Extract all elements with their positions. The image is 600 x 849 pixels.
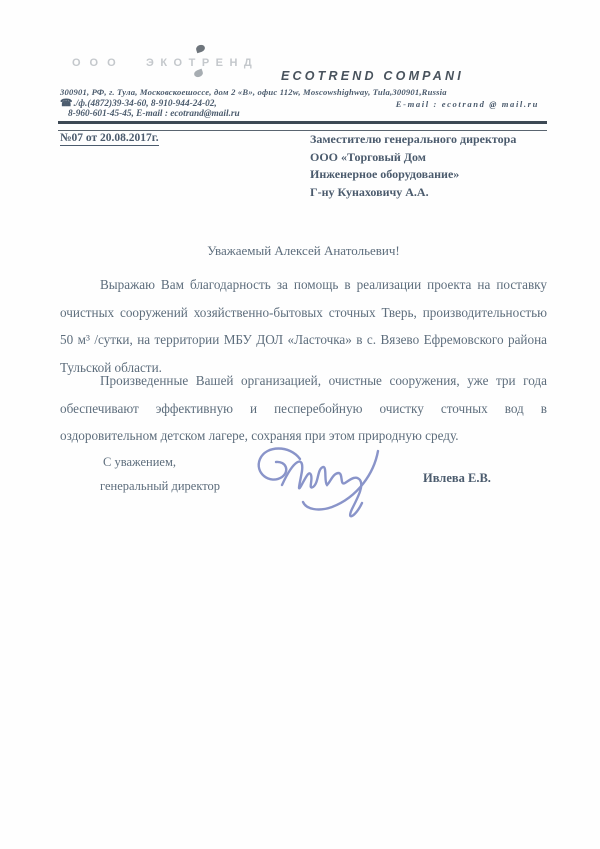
leaf-icon-bottom [193, 69, 204, 79]
signer-name: Ивлева Е.В. [423, 471, 491, 485]
phone-icon: ☎ [60, 98, 73, 109]
closing-job-title: генеральный директор [100, 479, 221, 493]
closing-respectfully: С уважением, [103, 455, 176, 469]
logo-company-name: ЭКОТРЕНД [146, 57, 259, 69]
recipient-line: Г-ну Кунаховичу А.А. [310, 184, 429, 199]
email-address-right: E-mail : ecotrand @ mail.ru [395, 99, 539, 109]
reference-number-date: №07 от 20.08.2017г. [60, 132, 159, 144]
recipient-block [310, 131, 560, 201]
recipient-line: ООО «Торговый Дом [310, 149, 426, 164]
recipient-line: Инженерное оборудование» [310, 167, 460, 181]
phone-numbers: ./ф.(4872)39-34-60, 8-910-944-24-02, [73, 99, 217, 109]
leaf-icon-top [195, 44, 206, 53]
company-address: 300901, РФ, г. Тула, Московскоешоссе, дом 2 «В», офис 112w, Moscowshighway, Tula,300901,Russia [60, 87, 447, 97]
recipient-line: Заместителю генерального директора [310, 132, 517, 146]
body-paragraph-2: Произведенные Вашей организацией, очистные сооружения, уже три года обеспечивают эффективную и песперебойную очистку сточных вод в оздоровительном детском лагере, сохраняя при этом природную среду. [60, 373, 547, 443]
handwritten-signature [246, 441, 406, 536]
salutation: Уважаемый Алексей Анатольевич! [207, 243, 400, 258]
company-title: ECOTREND COMPANI [281, 69, 464, 83]
header-divider [58, 121, 547, 131]
body-paragraph-1: Выражаю Вам благодарность за помощь в реализации проекта на поставку очистных сооружений хозяйственно-бытовых сточных Тверь, производительностью 50 м³ /сутки, на территории МБУ ДОЛ «Ласточка» в с. Вязево Ефремовского района Тульской области. [60, 277, 547, 375]
phone-line-1 [60, 98, 547, 109]
logo-ooo-text: ООО [72, 57, 125, 69]
phone-line-2: 8-960-601-45-45, E-mail : ecotrand@mail.ru [68, 109, 240, 119]
